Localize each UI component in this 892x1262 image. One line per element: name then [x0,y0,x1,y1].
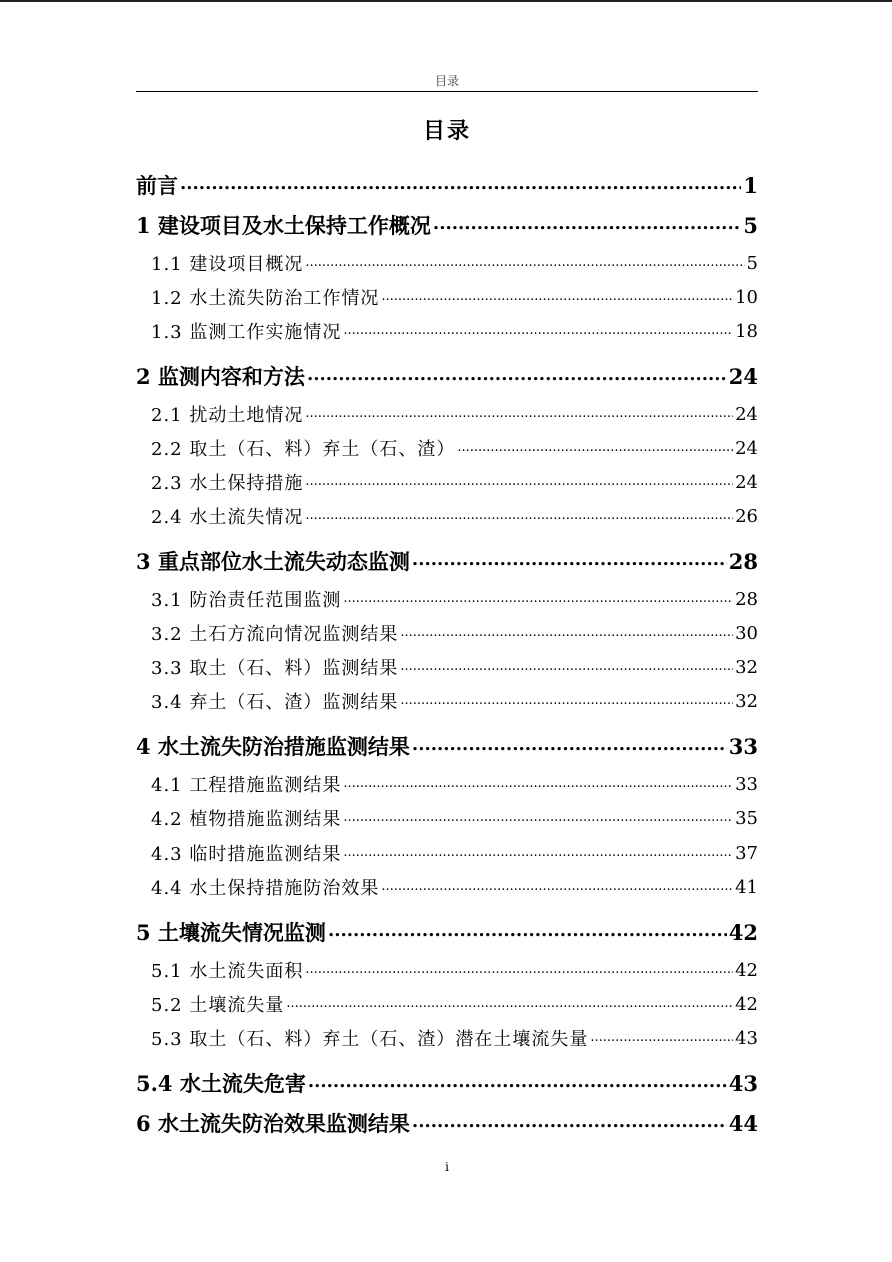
dot-leader [343,316,733,346]
toc-entry[interactable] [136,248,758,278]
toc-entry[interactable] [136,316,758,346]
toc-entry-label: 2.4 水土流失情况 [151,507,304,528]
toc-entry-page: 43 [735,1027,758,1049]
toc-entry[interactable] [136,769,758,799]
toc-entry[interactable] [136,433,758,463]
toc-entry[interactable] [136,686,758,716]
toc-entry-page: 28 [728,548,758,574]
toc-entry-page: 5 [743,212,758,238]
dot-leader [305,467,733,497]
toc-entry-label: 3.4 弃土（石、渣）监测结果 [151,692,399,713]
toc-entry[interactable] [136,917,758,947]
toc-entry-label: 3.3 取土（石、料）监测结果 [151,658,399,679]
toc-entry[interactable] [136,1023,758,1053]
toc-entry-label: 4.2 植物措施监测结果 [151,809,342,830]
toc-entry-page: 24 [735,471,758,493]
toc-entry[interactable] [136,955,758,985]
toc-entry-label: 前言 [136,173,178,198]
toc-entry-page: 32 [735,656,758,678]
toc-entry[interactable] [136,170,758,200]
toc-entry[interactable] [136,618,758,648]
toc-entry-page: 35 [735,807,758,829]
dot-leader [305,248,744,278]
toc-entry[interactable] [136,872,758,902]
toc-entry-label: 2.2 取土（石、料）弃土（石、渣） [151,439,456,460]
toc-entry-page: 33 [728,733,758,759]
toc-entry-label: 5.2 土壤流失量 [151,995,285,1016]
toc-title: 目录 [422,118,471,144]
dot-leader [400,618,733,648]
toc-entry-label: 5.3 取土（石、料）弃土（石、渣）潜在土壤流失量 [151,1029,589,1050]
dot-leader [343,838,733,868]
toc-entry[interactable] [136,210,758,240]
toc-entry-label: 2.3 水土保持措施 [151,473,304,494]
dot-leader [343,584,733,614]
toc-entry-page: 24 [728,363,758,389]
toc-entry-page: 44 [728,1110,758,1136]
toc-entry[interactable] [136,584,758,614]
toc-entry-label: 6 水土流失防治效果监测结果 [136,1111,410,1136]
toc-entry-page: 10 [735,286,758,308]
toc-entry-page: 42 [728,919,758,945]
toc-entry-page: 18 [735,320,758,342]
dot-leader [412,546,727,576]
toc-entry-page: 5 [746,252,758,274]
toc-entry[interactable] [136,989,758,1019]
toc-entry[interactable] [136,1108,758,1138]
toc-entry-page: 42 [735,959,758,981]
dot-leader [308,1068,727,1098]
toc-entry[interactable] [136,731,758,761]
dot-leader [328,917,727,947]
toc-entry-label: 2.1 扰动土地情况 [151,405,304,426]
dot-leader [381,872,733,902]
dot-leader [305,955,733,985]
toc-entry-page: 24 [735,403,758,425]
toc-entry[interactable] [136,467,758,497]
toc-entry[interactable] [136,652,758,682]
toc-entry[interactable] [136,803,758,833]
toc-entry-label: 4.1 工程措施监测结果 [151,775,342,796]
dot-leader [381,282,733,312]
toc-entry[interactable] [136,546,758,576]
dot-leader [400,686,733,716]
toc-entry-page: 28 [735,588,758,610]
toc-entry-label: 1 建设项目及水土保持工作概况 [136,213,431,238]
toc-entry-page: 30 [735,622,758,644]
dot-leader [590,1023,733,1053]
toc-entry-label: 3.2 土石方流向情况监测结果 [151,624,399,645]
toc-entry-label: 2 监测内容和方法 [136,364,305,389]
dot-leader [305,399,733,429]
toc-entry-page: 33 [735,773,758,795]
toc-entry-label: 4.3 临时措施监测结果 [151,844,342,865]
toc-entry-label: 1.1 建设项目概况 [151,254,304,275]
toc-entry-label: 1.3 监测工作实施情况 [151,322,342,343]
dot-leader [400,652,733,682]
toc-entry[interactable] [136,282,758,312]
dot-leader [412,731,727,761]
toc-entry-page: 37 [735,842,758,864]
toc-entry[interactable] [136,399,758,429]
dot-leader [307,361,727,391]
toc-entry[interactable] [136,361,758,391]
toc-entry-label: 5.4 水土流失危害 [136,1071,306,1096]
toc-entry-label: 1.2 水土流失防治工作情况 [151,288,380,309]
toc-entry-page: 24 [735,437,758,459]
toc-entry-label: 5.1 水土流失面积 [151,961,304,982]
toc-entry-label: 5 土壤流失情况监测 [136,920,326,945]
toc-entry-page: 41 [735,876,758,898]
toc-entry-label: 4.4 水土保持措施防治效果 [151,878,380,899]
toc-entry[interactable] [136,838,758,868]
dot-leader [457,433,733,463]
toc-entry-label: 3.1 防治责任范围监测 [151,590,342,611]
toc-entry-label: 3 重点部位水土流失动态监测 [136,549,410,574]
dot-leader [343,803,733,833]
dot-leader [305,501,733,531]
toc-entry-page: 43 [728,1070,758,1096]
toc-entry-page: 32 [735,690,758,712]
toc-entry-page: 26 [735,505,758,527]
dot-leader [286,989,733,1019]
footer-page-number: i [445,1160,449,1174]
toc-entry[interactable] [136,501,758,531]
dot-leader [343,769,733,799]
running-header: 目录 [434,74,459,88]
toc-entry-label: 4 水土流失防治措施监测结果 [136,734,410,759]
toc-entry[interactable] [136,1068,758,1098]
dot-leader [412,1108,727,1138]
dot-leader [180,170,741,200]
dot-leader [433,210,741,240]
toc-entry-page: 42 [735,993,758,1015]
toc-entry-page: 1 [743,172,758,198]
